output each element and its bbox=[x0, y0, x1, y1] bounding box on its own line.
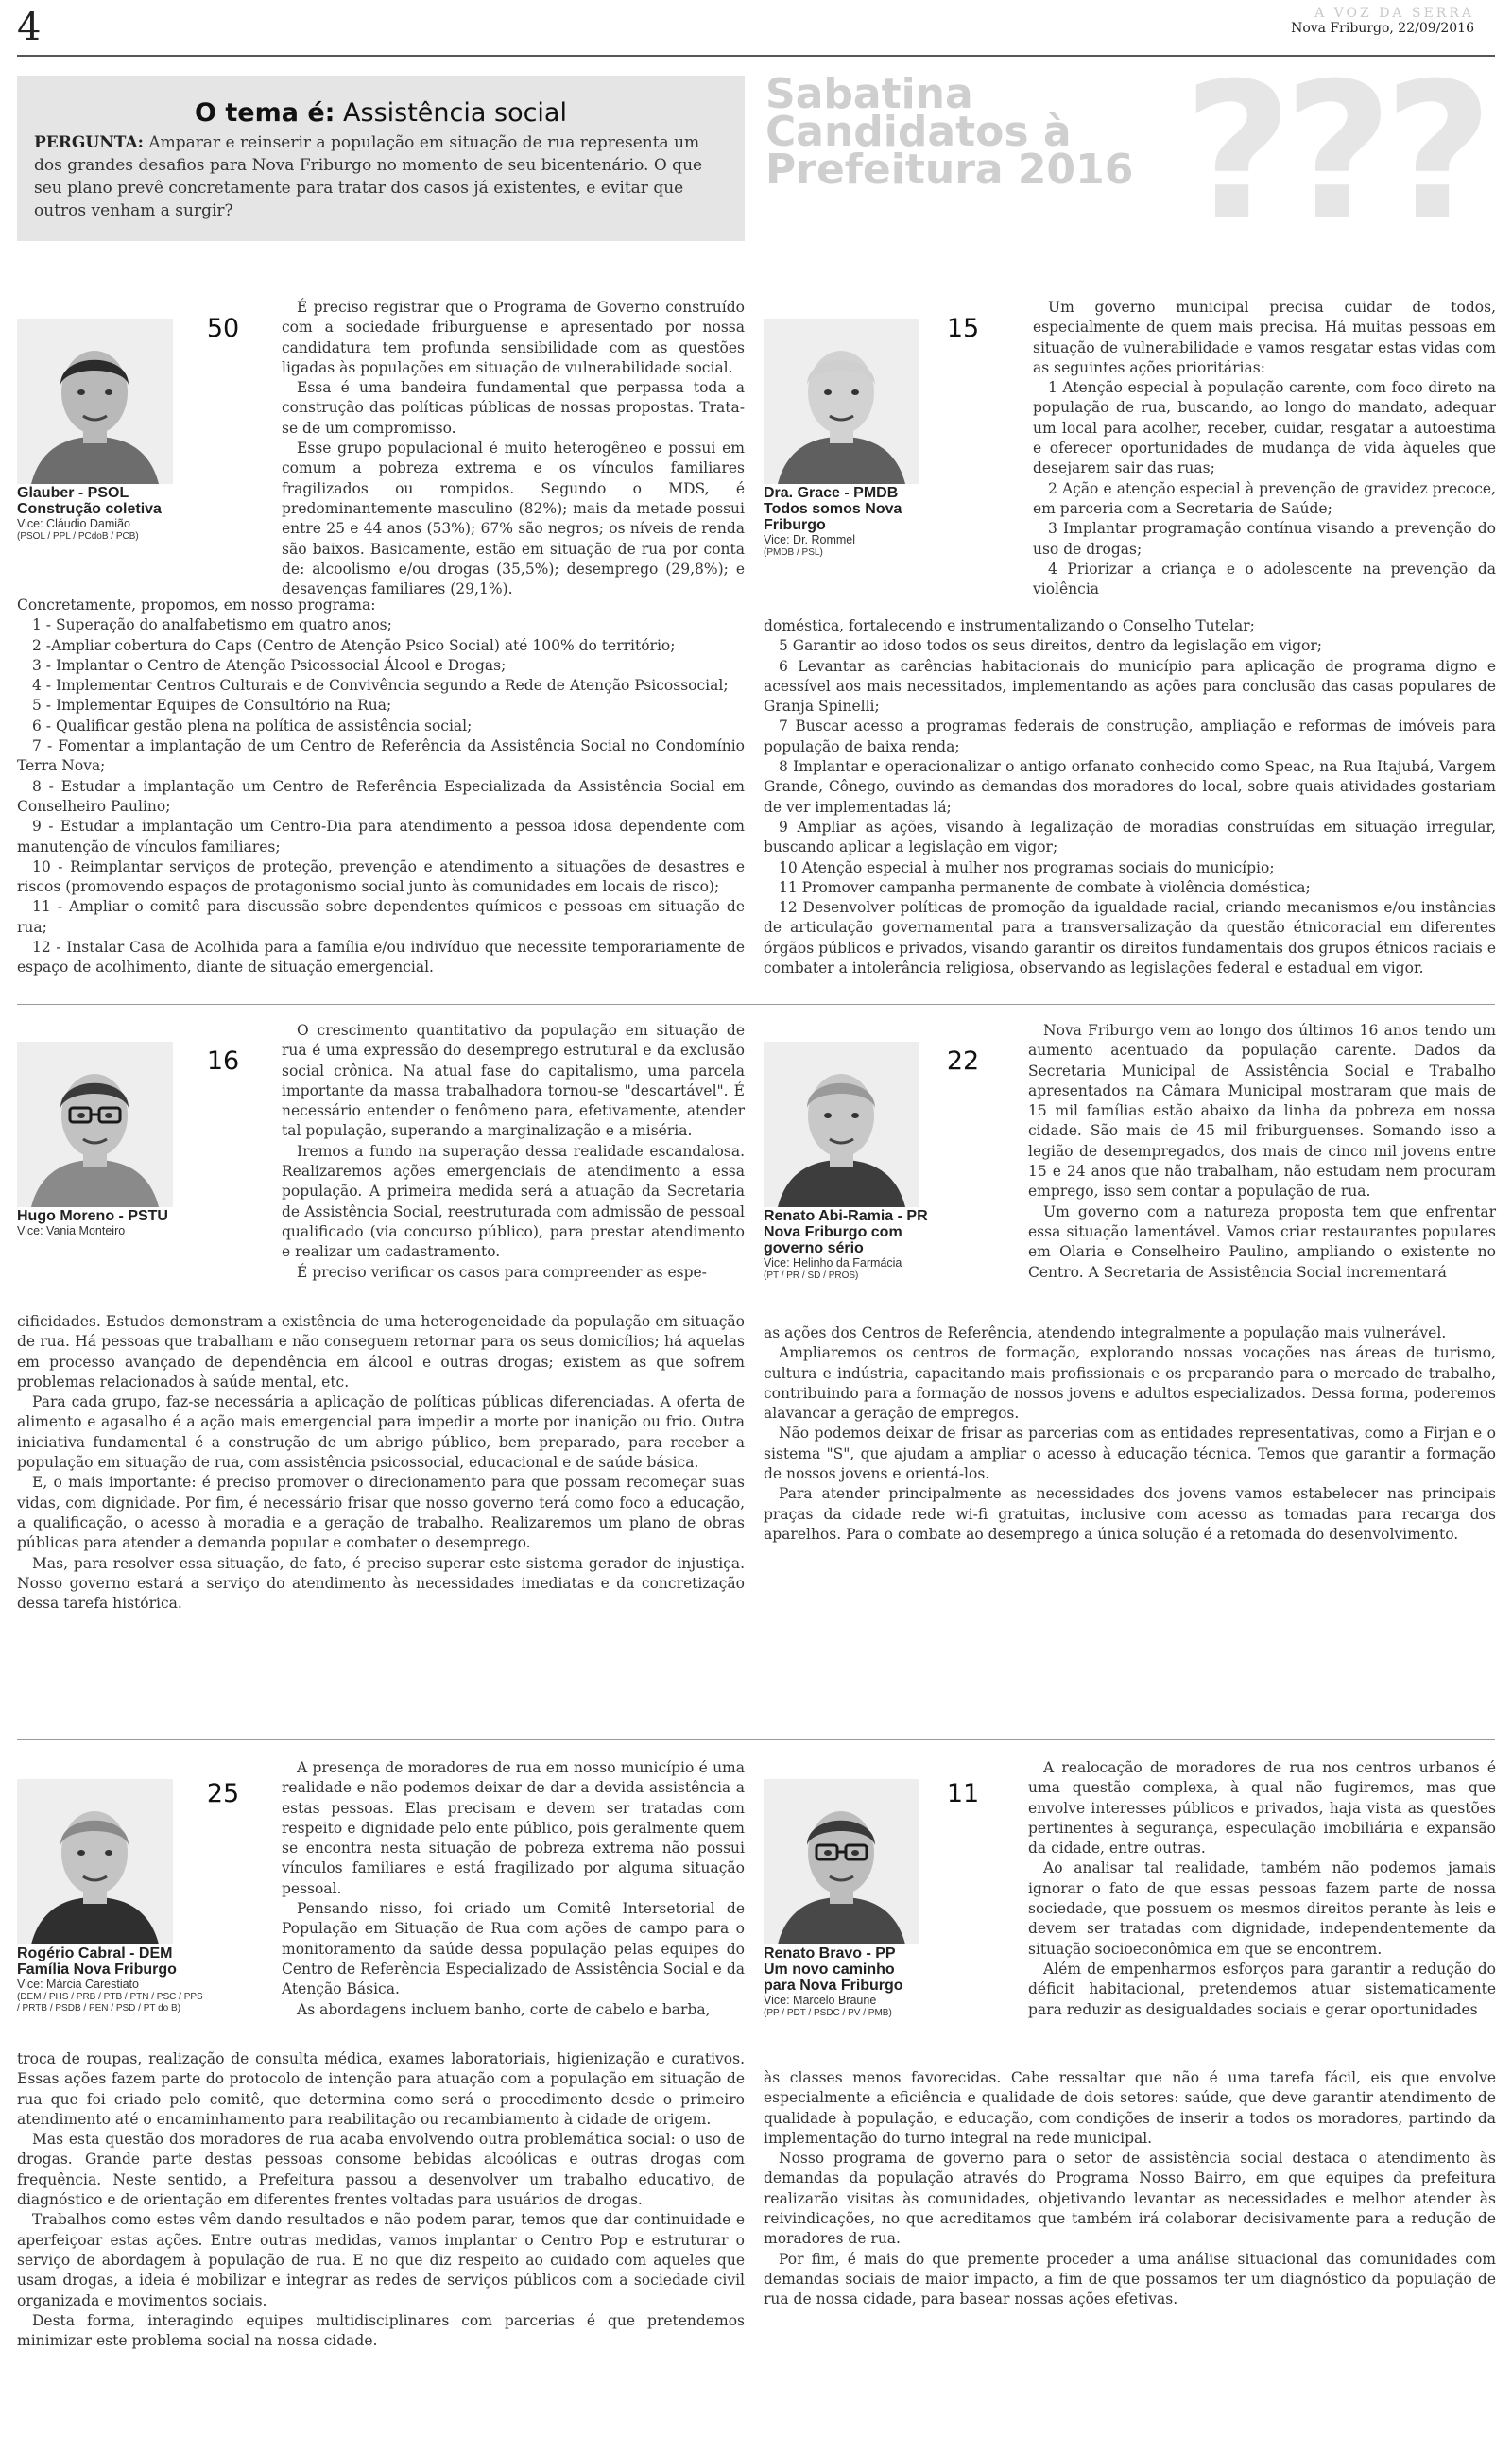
answer-paragraph: 1 - Superação do analfabetismo em quatro anos; bbox=[32, 616, 392, 634]
candidate-number: 25 bbox=[198, 1772, 248, 1816]
candidate-photo bbox=[764, 1779, 919, 1944]
candidate-name-line: Glauber - PSOL bbox=[17, 485, 129, 501]
header-rule bbox=[17, 55, 1495, 57]
candidate-vice: Vice: Marcelo Braune bbox=[764, 1994, 877, 2007]
answer-paragraph: Desta forma, interagindo equipes multidisciplinares com parcerias é que pretendemos minimizar este problema social na nossa cidade. bbox=[17, 2311, 745, 2350]
answer-paragraph: 6 - Qualificar gestão plena na política de assistência social; bbox=[32, 717, 472, 734]
candidate-name-line: Renato Bravo - PP bbox=[764, 1945, 896, 1961]
theme-title-prefix: O tema é: bbox=[195, 98, 335, 128]
candidate-name-line: Renato Abi-Ramia - PR bbox=[764, 1208, 928, 1224]
candidate-caption bbox=[17, 1208, 206, 1238]
candidate-vice: Vice: Márcia Carestiato bbox=[17, 1978, 139, 1991]
answer-paragraph: Essa é uma bandeira fundamental que perpassa toda a construção das políticas públicas de nossas propostas. Trata-se de um compromisso. bbox=[282, 379, 745, 437]
answer-paragraph: 6 Levantar as carências habitacionais do município para aplicação de programa digno e acessível aos mais necessitados, implementando as ações para conclusão das casas populares de Granja Spinelli; bbox=[764, 657, 1496, 716]
candidate-number: 22 bbox=[938, 1040, 988, 1083]
answer-paragraph: Um governo municipal precisa cuidar de todos, especialmente de quem mais precisa. Há muitas pessoas em situação de vulnerabilidade e vamos resgatar estas vidas com as seguintes ações prioritárias: bbox=[1033, 299, 1496, 376]
candidate-portrait-image bbox=[764, 1779, 919, 1944]
sabatina-line-1: Sabatina bbox=[765, 76, 973, 118]
edition-date: Nova Friburgo, 22/09/2016 bbox=[1291, 21, 1474, 36]
candidate-name-line: Todos somos Nova Friburgo bbox=[764, 501, 902, 533]
candidate-number: 16 bbox=[198, 1040, 248, 1083]
candidate-card bbox=[764, 319, 919, 558]
sabatina-title bbox=[765, 76, 1134, 194]
section-divider bbox=[17, 1739, 1495, 1740]
candidate-photo bbox=[17, 319, 173, 484]
answer-text-upper bbox=[282, 298, 745, 599]
candidate-vice: Vice: Cláudio Damião bbox=[17, 517, 130, 530]
candidate-caption bbox=[764, 485, 953, 559]
answer-paragraph: 5 - Implementar Equipes de Consultório na Rua; bbox=[32, 697, 392, 715]
section-divider bbox=[17, 1004, 1495, 1005]
answer-text-lower bbox=[764, 616, 1496, 978]
answer-paragraph: 10 - Reimplantar serviços de proteção, prevenção e atendimento a situações de desastres e riscos (promovendo espaços de protagonismo social junto às comunidades em locais de risco); bbox=[17, 857, 745, 896]
candidate-card bbox=[764, 1779, 919, 2018]
answer-paragraph: às classes menos favorecidas. Cabe ressaltar que não é uma tarefa fácil, eis que envolve especialmente a eficiência e qualidade de dois setores: saúde, que deve garantir atendimento de qualidade à população, e educação, com condições de inserir a todos os moradores, partindo da implementação do turno integral na rede municipal. bbox=[764, 2069, 1496, 2147]
answer-text-upper bbox=[282, 1758, 745, 2020]
candidate-photo bbox=[17, 1779, 173, 1944]
answer-paragraph: Trabalhos como estes vêm dando resultados e não podem parar, temos que dar continuidade e aperfeiçoar estas ações. Entre outras medidas, vamos implantar o Centro Pop e estruturar o serviço de abordagem à população de rua. E no que diz respeito ao cuidado com aqueles que usam drogas, a ideia é mobilizar e integrar as redes de serviços públicos com a sociedade civil organizada e movimentos sociais. bbox=[17, 2211, 745, 2309]
candidate-name-line: Construção coletiva bbox=[17, 501, 162, 517]
candidate-parties: (PSOL / PPL / PCdoB / PCB) bbox=[17, 531, 139, 542]
candidate-name-line: governo sério bbox=[764, 1240, 864, 1256]
answer-paragraph: Nova Friburgo vem ao longo dos últimos 16 anos tendo um aumento acentuado da população carente. Dados da Secretaria Municipal de Assistência Social e Trabalho apresentados na Câmara Municipal mostraram que mais de 15 mil famílias estão abaixo da linha da pobreza em nossa cidade. São mais de 45 mil friburguenses. Somando isso a legião de desempregados, dos mais de cinco mil jovens entre 15 e 24 anos que não trabalham, não estudam nem procuram emprego, isso sem contar a população de rua. bbox=[1028, 1022, 1496, 1201]
answer-paragraph: O crescimento quantitativo da população em situação de rua é uma expressão do desemprego estrutural e da exclusão social crônica. Na atual fase do capitalismo, uma parcela importante da massa trabalhadora tornou-se "descartável". É necessário entender o fenômeno para, efetivamente, atender tal população, superando a marginalização e a miséria. bbox=[282, 1022, 745, 1140]
question-marks-graphic: ??? bbox=[1182, 76, 1484, 241]
answer-paragraph: Um governo com a natureza proposta tem que enfrentar essa situação lamentável. Vamos criar restaurantes populares em Olaria e Conselheiro Paulino, ampliando o existente no Centro. A Secretaria de Assistência Social incrementará bbox=[1028, 1202, 1496, 1281]
newspaper-name: A VOZ DA SERRA bbox=[1314, 6, 1474, 21]
answer-paragraph: E, o mais importante: é preciso promover o direcionamento para que possam recomeçar suas vidas, com dignidade. Por fim, é necessário frisar que nosso governo terá como foco a educação, a qualificação, o acesso à moradia e a geração de trabalho. Realizaremos um plano de obras públicas para atender a demanda popular e combater o desemprego. bbox=[17, 1474, 745, 1552]
candidate-card bbox=[764, 1042, 928, 1281]
answer-paragraph: Ao analisar tal realidade, também não podemos jamais ignorar o fato de que essas pessoas fazem parte de nossa sociedade, que possuem os mesmos direitos perante às leis e devem ser tratadas com dignidade, independentemente da situação socioeconômica em que se encontrem. bbox=[1028, 1859, 1496, 1958]
answer-paragraph: Não podemos deixar de frisar as parcerias com as entidades representativas, como a Firjan e o sistema "S", que ajudam a ampliar o acesso à educação técnica. Temos que garantir a formação de nossos jovens e orientá-los. bbox=[764, 1425, 1496, 1483]
answer-paragraph: Nosso programa de governo para o setor de assistência social destaca o atendimento às demandas da população através do Programa Nosso Bairro, em que equipes da prefeitura realizarão visitas às comunidades, objetivando levantar as necessidades e melhor atender às reivindicações, no que acreditamos que também irá colaborar decisivamente para a redução de moradores de rua. bbox=[764, 2150, 1496, 2248]
answer-paragraph: 9 Ampliar as ações, visando à legalização de moradias construídas em situação irregular, buscando aplicar a legislação em vigor; bbox=[764, 818, 1496, 856]
candidate-caption bbox=[17, 1945, 206, 2014]
answer-paragraph: 2 Ação e atenção especial à prevenção de gravidez precoce, em parceria com a Secretaria de Saúde; bbox=[1033, 479, 1496, 517]
candidate-name-line: Um novo caminho bbox=[764, 1961, 895, 1978]
candidate-portrait-image bbox=[764, 319, 919, 484]
answer-paragraph: Esse grupo populacional é muito heterogêneo e possui em comum a pobreza extrema e os vínculos familiares fragilizados ou rompidos. Segundo o MDS, é predominantemente masculino (82%); mais da metade possui entre 25 e 44 anos (53%); 67% são negros; os níveis de renda são baixos. Basicamente, estão em situação de rua por conta de: alcoolismo e/ou drogas (35,5%); desemprego (29,8%); e desavenças familiares (29,1%). bbox=[282, 440, 745, 598]
sabatina-banner bbox=[765, 76, 1503, 241]
answer-paragraph: 3 - Implantar o Centro de Atenção Psicossocial Álcool e Drogas; bbox=[32, 656, 507, 674]
answer-paragraph: 2 -Ampliar cobertura do Caps (Centro de Atenção Psico Social) até 100% do território; bbox=[32, 636, 676, 654]
candidate-number: 50 bbox=[198, 307, 248, 351]
answer-paragraph: 10 Atenção especial à mulher nos programas sociais do município; bbox=[779, 858, 1275, 876]
answer-paragraph: Para cada grupo, faz-se necessária a aplicação de políticas públicas diferenciadas. A oferta de alimento e agasalho é a ação mais emergencial para impedir a morte por inanição ou frio. Outra iniciativa fundamental é a construção de um abrigo público, bem preparado, para receber a população em situação de rua, com assistência psicossocial, educacional e de saúde básica. bbox=[17, 1393, 745, 1472]
theme-title bbox=[34, 98, 728, 128]
candidate-number: 11 bbox=[938, 1772, 988, 1816]
answer-paragraph: Pensando nisso, foi criado um Comitê Intersetorial de População em Situação de Rua com ações de campo para o monitoramento da saúde dessa população pelas equipes do Centro de Referência Especializado de Assistência Social e da Atenção Básica. bbox=[282, 1900, 745, 1998]
answer-paragraph: É preciso verificar os casos para compreender as espe- bbox=[297, 1263, 707, 1281]
candidate-portrait-image bbox=[17, 1042, 173, 1207]
candidate-name-line: Hugo Moreno - PSTU bbox=[17, 1208, 168, 1224]
answer-paragraph: A presença de moradores de rua em nosso município é uma realidade e não podemos deixar de dar a devida assistência a estas pessoas. Elas precisam e devem ser tratadas com respeito e dignidade pelo ente público, pois geralmente quem se encontra nesta situação de pobreza extrema não possui vínculos familiares e está fragilizado por alguma situação pessoal. bbox=[282, 1759, 745, 1897]
candidate-portrait-image bbox=[764, 1042, 919, 1207]
answer-paragraph: Ampliaremos os centros de formação, explorando nossas vocações nas áreas de turismo, cultura e indústria, capacitando mais profissionais e os preparando para o mercado de trabalho, contribuindo para a formação de nossos jovens e adultos especializados. Dessa forma, poderemos alavancar a geração de empregos. bbox=[764, 1344, 1496, 1423]
answer-paragraph: as ações dos Centros de Referência, atendendo integralmente a população mais vulnerável. bbox=[764, 1324, 1447, 1341]
answer-paragraph: 12 - Instalar Casa de Acolhida para a família e/ou indivíduo que necessite temporariamente de espaço de acolhimento, diante de situação emergencial. bbox=[17, 939, 745, 976]
candidate-parties: (PMDB / PSL) bbox=[764, 547, 823, 558]
theme-question bbox=[34, 131, 728, 222]
answer-paragraph: 11 - Ampliar o comitê para discussão sobre dependentes químicos e pessoas em situação de rua; bbox=[17, 898, 745, 936]
answer-paragraph: 9 - Estudar a implantação um Centro-Dia para atendimento a pessoa idosa dependente com manutenção de vínculos familiares; bbox=[17, 818, 745, 855]
candidate-parties: (DEM / PHS / PRB / PTB / PTN / PSC / PPS / PRTB / PSDB / PEN / PSD / PT do B) bbox=[17, 1992, 203, 2013]
answer-paragraph: troca de roupas, realização de consulta médica, exames laboratoriais, higienização e curativos. Essas ações fazem parte do protocolo de intenção para atuação com a população em situação de rua que foi criado pelo comitê, que determina como será o procedimento desde o primeiro atendimento até o encaminhamento para reabilitação ou recambiamento à cidade de origem. bbox=[17, 2050, 745, 2128]
candidate-number: 15 bbox=[938, 307, 988, 351]
answer-text-lower bbox=[764, 2068, 1496, 2310]
answer-paragraph: As abordagens incluem banho, corte de cabelo e barba, bbox=[297, 2000, 711, 2018]
answer-paragraph: A realocação de moradores de rua nos centros urbanos é uma questão complexa, à qual não fugiremos, mas que envolve interesses públicos e privados, haja vista as questões pertinentes à segurança, especulação imobiliária e expansão da cidade, entre outras. bbox=[1028, 1759, 1496, 1858]
candidate-caption bbox=[764, 1208, 953, 1282]
answer-paragraph: Concretamente, propomos, em nosso programa: bbox=[17, 596, 376, 614]
candidate-photo bbox=[764, 1042, 919, 1207]
answer-paragraph: 11 Promover campanha permanente de combate à violência doméstica; bbox=[779, 878, 1311, 896]
theme-title-topic: Assistência social bbox=[343, 98, 567, 128]
answer-text-lower bbox=[764, 1323, 1496, 1545]
candidate-name-line: Dra. Grace - PMDB bbox=[764, 485, 899, 501]
candidate-card bbox=[17, 1779, 203, 2013]
candidate-photo bbox=[764, 319, 919, 484]
answer-paragraph: cificidades. Estudos demonstram a existência de uma heterogeneidade da população em situação de rua. Há pessoas que trabalham e não conseguem retornar para os seus domicílios; há aquelas em processo avançado de dependência em álcool e outras drogas; existem as que sofrem problemas relacionados à saúde mental, etc. bbox=[17, 1313, 745, 1391]
question-text: Amparar e reinserir a população em situação de rua representa um dos grandes desafios para Nova Friburgo no momento de seu bicentenário. O que seu plano prevê concretamente para tratar dos casos já existentes, e evitar que outros venham a surgir? bbox=[34, 133, 703, 220]
candidate-parties: (PT / PR / SD / PROS) bbox=[764, 1270, 859, 1281]
answer-paragraph: Além de empenharmos esforços para garantir a redução do déficit habitacional, pretendemos atuar sistematicamente para reduzir as desigualdades sociais e gerar oportunidades bbox=[1028, 1960, 1496, 2018]
answer-paragraph: Mas, para resolver essa situação, de fato, é preciso superar este sistema gerador de injustiça. Nosso governo estará a serviço do atendimento às necessidades imediatas e da concretização dessa tarefa histórica. bbox=[17, 1554, 745, 1613]
answer-paragraph: Para atender principalmente as necessidades dos jovens vamos estabelecer nas principais praças da cidade rede wi-fi gratuitas, inclusive com acesso as tomadas para recarga dos aparelhos. Para o combate ao desemprego a única solução é a retomada do desenvolvimento. bbox=[764, 1485, 1496, 1543]
candidate-name-line: para Nova Friburgo bbox=[764, 1978, 903, 1994]
answer-paragraph: 7 Buscar acesso a programas federais de construção, ampliação e reformas de imóveis para população de baixa renda; bbox=[764, 717, 1496, 755]
answer-paragraph: 7 - Fomentar a implantação de um Centro de Referência da Assistência Social no Condomínio Terra Nova; bbox=[17, 737, 745, 775]
candidate-photo bbox=[17, 1042, 173, 1207]
candidate-card bbox=[17, 319, 173, 550]
answer-paragraph: 3 Implantar programação contínua visando a prevenção do uso de drogas; bbox=[1033, 520, 1496, 558]
answer-paragraph: 1 Atenção especial à população carente, com foco direto na população de rua, buscando, ao longo do mandato, adequar um local para acolher, receber, cuidar, resgatar a autoestima e oferecer oportunidades de mudança de vida àqueles que desejarem sair das ruas; bbox=[1033, 379, 1496, 477]
answer-paragraph: 5 Garantir ao idoso todos os seus direitos, dentro da legislação em vigor; bbox=[779, 637, 1322, 655]
answer-text-upper bbox=[282, 1021, 745, 1283]
answer-paragraph: 12 Desenvolver políticas de promoção da igualdade racial, criando mecanismos e/ou instâncias de articulação governamental para a transversalização da questão étnicoracial em diferentes órgãos públicos e privados, visando garantir os direitos fundamentais dos grupos étnicos raciais e combater a intolerância religiosa, observando as legislações federal e estadual em vigor. bbox=[764, 899, 1496, 977]
candidate-vice: Vice: Dr. Rommel bbox=[764, 533, 856, 546]
answer-text-upper bbox=[1028, 1758, 1496, 2020]
answer-text-lower bbox=[17, 596, 745, 978]
answer-paragraph: Iremos a fundo na superação dessa realidade escandalosa. Realizaremos ações emergenciais de atendimento a essa população. A primeira medida será a atuação da Secretaria de Assistência Social, reestruturada com admissão de pessoal qualificado (via concurso público), para prestar atendimento e realizar um cadastramento. bbox=[282, 1142, 745, 1261]
answer-paragraph: 8 - Estudar a implantação um Centro de Referência Especializada da Assistência Social em Conselheiro Paulino; bbox=[17, 777, 745, 815]
candidate-vice: Vice: Helinho da Farmácia bbox=[764, 1256, 902, 1270]
candidate-name-line: Rogério Cabral - DEM bbox=[17, 1945, 173, 1961]
answer-text-lower bbox=[17, 1312, 745, 1614]
answer-paragraph: 4 Priorizar a criança e o adolescente na prevenção da violência bbox=[1033, 560, 1496, 598]
answer-paragraph: Mas esta questão dos moradores de rua acaba envolvendo outra problemática social: o uso de drogas. Grande parte destas pessoas consome bebidas alcoólicas e outras drogas com frequência. Neste sentido, a Prefeitura passou a desenvolver um trabalho educativo, de diagnóstico e de orientação em diferentes frentes voltadas para usuários de drogas. bbox=[17, 2131, 745, 2209]
masthead bbox=[1291, 6, 1474, 36]
sabatina-line-2: Candidatos à bbox=[765, 108, 1072, 156]
question-label: PERGUNTA: bbox=[34, 133, 144, 152]
candidate-card bbox=[17, 1042, 173, 1273]
answer-text-lower bbox=[17, 2049, 745, 2351]
page-number: 4 bbox=[17, 6, 42, 49]
answer-paragraph: 4 - Implementar Centros Culturais e de Convivência segundo a Rede de Atenção Psicossocial; bbox=[32, 677, 729, 695]
sabatina-line-3: Prefeitura 2016 bbox=[765, 146, 1134, 194]
candidate-caption bbox=[17, 485, 206, 543]
theme-box bbox=[17, 76, 745, 241]
candidate-name-line: Família Nova Friburgo bbox=[17, 1961, 177, 1978]
candidate-vice: Vice: Vania Monteiro bbox=[17, 1224, 126, 1237]
candidate-name-line: Nova Friburgo com bbox=[764, 1224, 902, 1240]
answer-paragraph: 8 Implantar e operacionalizar o antigo orfanato conhecido como Speac, na Rua Itajubá, Vargem Grande, Cônego, ouvindo as demandas dos moradores do local, sobre quais atividades gostariam de ver implementadas lá; bbox=[764, 758, 1496, 816]
answer-paragraph: doméstica, fortalecendo e instrumentalizando o Conselho Tutelar; bbox=[764, 617, 1255, 634]
answer-paragraph: Por fim, é mais do que premente proceder a uma análise situacional das comunidades com demandas sociais de maior impacto, a fim de que possamos ter um diagnóstico da população de rua de nossa cidade, para basear nossas ações efetivas. bbox=[764, 2250, 1496, 2308]
answer-text-upper bbox=[1028, 1021, 1496, 1283]
answer-paragraph: É preciso registrar que o Programa de Governo construído com a sociedade friburguense e apresentado por nossa candidatura tem profunda sensibilidade com as questões ligadas às populações em situação de vulnerabilidade social. bbox=[282, 299, 745, 376]
candidate-portrait-image bbox=[17, 1779, 173, 1944]
answer-text-upper bbox=[1033, 298, 1496, 599]
candidate-portrait-image bbox=[17, 319, 173, 484]
candidate-caption bbox=[764, 1945, 953, 2019]
candidate-parties: (PP / PDT / PSDC / PV / PMB) bbox=[764, 2008, 892, 2018]
